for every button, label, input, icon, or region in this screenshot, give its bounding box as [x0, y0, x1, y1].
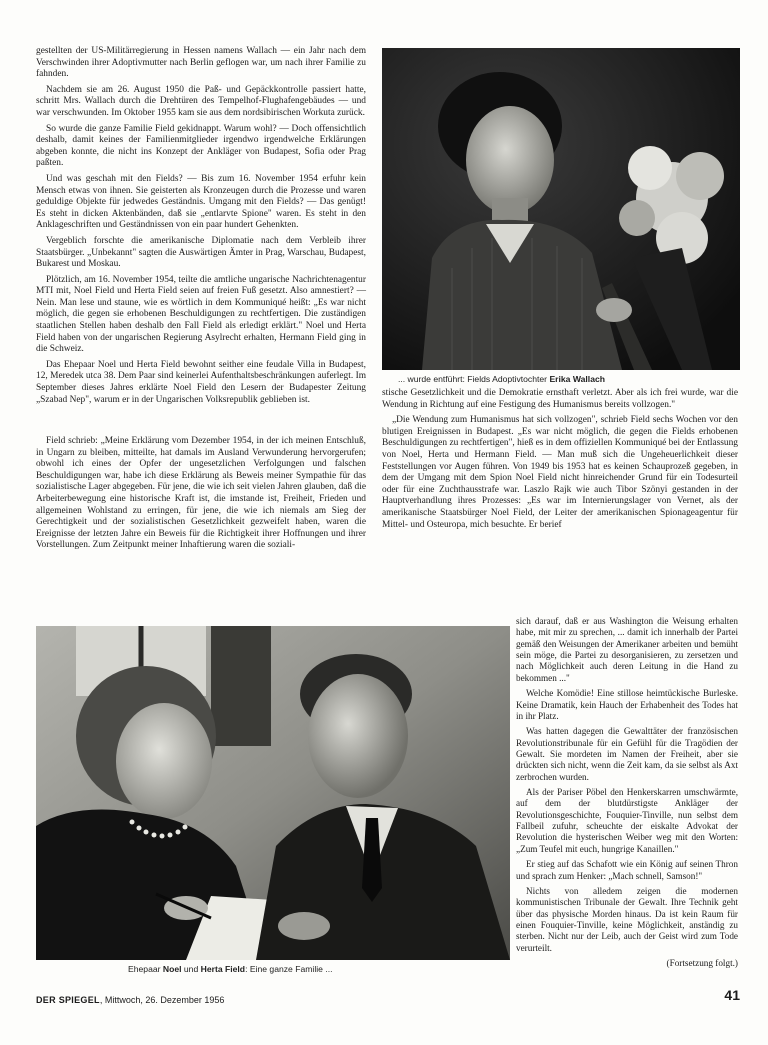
paragraph: Plötzlich, am 16. November 1954, teilte die amtliche ungarische Nachrichtenagentur MTI mit, Noel Field und Herta Field seien auf freien Fuß gesetzt. Also amnestiert? — Nein. Man lese und staune, wie es wörtlich in dem Kommuniqué heißt: „Es war nicht möglich, die gegen sie erhobenen Beschuldigungen zu rechtfertigen. Die zuständigen staatlichen Stellen haben deshalb den Fall Field als erledigt erklärt." Noel und Herta Field haben von der ungarischen Regierung Asylrecht erhalten, Hermann Field ging in die Schweiz.	[36, 274, 366, 355]
caption-name: Erika Wallach	[549, 374, 606, 384]
page-number: 41	[724, 987, 740, 1003]
paragraph: Als der Pariser Pöbel den Henkerskarren umschwärmte, auf dem der blutdürstigste Ankläger der Revolutionsgeschichte, Fouquier-Tinville, nun selbst dem Fallbeil zufuhr, scheuchte der eiskalte Advokat der Revolution die hysterischen Weiber weg mit den Worten: „Zum Teufel mit euch, hungrige Kanaillen."	[516, 787, 738, 854]
paragraph: Vergeblich forschte die amerikanische Diplomatie nach dem Verbleib ihrer Staatsbürger. „Unbekannt" sagten die Auswärtigen Ämter in Prag, Warschau, Budapest, Bukarest und Moskau.	[36, 235, 366, 270]
photo-erika-wallach-image	[382, 48, 740, 370]
column-right-narrow	[516, 616, 738, 970]
column-right-mid	[382, 388, 738, 616]
paragraph: Was hatten dagegen die Gewalttäter der französischen Revolutionstribunale für ein Gefühl für die Tragödien der Gewalt. Sie mordeten im Namen der Freiheit, aber sie drückten sich nicht, wenn die Zeit kam, da sie selbst als Axt zerbrochen wurden.	[516, 726, 738, 782]
photo-erika-wallach	[382, 48, 740, 370]
continuation-note: (Fortsetzung folgt.)	[666, 958, 738, 969]
paragraph: Er stieg auf das Schafott wie ein König auf seinen Thron und sprach zum Henker: „Mach schnell, Samson!"	[516, 859, 738, 881]
paragraph: gestellten der US-Militärregierung in Hessen namens Wallach — ein Jahr nach dem Verschwinden ihrer Adoptivmutter nach Berlin geflogen war, um nach ihrer Familie zu fahnden.	[36, 46, 366, 80]
paragraph: Das Ehepaar Noel und Herta Field bewohnt seither eine feudale Villa in Budapest, 12, Meredek utca 38. Dem Paar sind keinerlei Aufenthaltsbeschränkungen auferlegt. Im September dieses Jahres erklärte Noel Field den Lesern der Budapester Zeitung „Szabad Nep", warum er in der Ungarischen Volksrepublik geblieben ist.	[36, 359, 366, 405]
paragraph: stische Gesetzlichkeit und die Demokratie ernsthaft verletzt. Aber als ich frei wurde, war die Wendung in Richtung auf eine Festigung des Humanismus bereits vollzogen."	[382, 388, 738, 410]
caption-erika-wallach: ... wurde entführt: Fields Adoptivtochter Erika Wallach	[398, 374, 606, 384]
paragraph: sich darauf, daß er aus Washington die Weisung erhalten habe, mit mir zu sprechen, ... damit ich innerhalb der Partei gemäß den Weisungen der Amerikaner arbeiten und bemüht sein möge, die Partei zu desorganisieren, zu zersetzen und nach Möglichkeit auch deren Leitung in die Hand zu bekommen ..."	[516, 616, 738, 683]
caption-name: Noel	[162, 964, 182, 974]
page-footer	[36, 987, 740, 1006]
caption-noel-herta-field: Ehepaar Noel und Herta Field: Eine ganze Familie ...	[128, 964, 333, 974]
photo-noel-herta-field-image	[36, 626, 510, 960]
footer-date: , Mittwoch, 26. Dezember 1956	[99, 995, 225, 1005]
footer-magazine-name: DER SPIEGEL	[36, 995, 100, 1005]
paragraph: Nichts von alledem zeigen die modernen kommunistischen Tribunale der Gewalt. Ihre Technik geht über das physische Morden hinaus. Da ist kein Raum für einen Fouquier-Tinville, keine Möglichkeit, anständig zu sterben. Nicht nur der Leib, auch der Geist wird zum Tode verurteilt.	[516, 885, 738, 953]
paragraph: Welche Komödie! Eine stillose heimtückische Burleske. Keine Dramatik, kein Hauch der Erhabenheit des Todes hat in ihr Platz.	[516, 688, 738, 721]
column-left-mid	[36, 436, 366, 618]
paragraph: Field schrieb: „Meine Erklärung vom Dezember 1954, in der ich meinen Entschluß, in Ungarn zu bleiben, mitteilte, hat damals im Ausland Verwunderung hervorgerufen; obwohl ich eines der Opfer der ungesetzlichen Verfolgungen und falschen Beschuldigungen war, habe ich diese Erklärung als Beweis meiner Sympathie für das sozialistische Lager abgegeben. Für jene, die wie ich seit vielen Jahren glauben, daß die Arbeiterbewegung eine historische Kraft ist, die imstande ist, Freiheit, Frieden und allgemeinen Wohlstand zu erringen, für jene, die wie ich niemals am Sieg der Gerechtigkeit und der sozialistischen Gesetzlichkeit gezweifelt haben, waren die Ereignisse der letzten Jahre ein Beweis für die Richtigkeit ihrer Hoffnungen und ihrer Vorstellungen. Zum Zeitpunkt meiner Inhaftierung waren die soziali-	[36, 436, 366, 551]
paragraph: Und was geschah mit den Fields? — Bis zum 16. November 1954 erfuhr kein Mensch etwas von ihnen. Sie geisterten als Kronzeugen durch die Prozesse und waren geduldige Objekte für jedwedes Geständnis. Umgang mit den Fields? — Das genügt! Es steht in dicken Aktenbänden, daß sie „entlarvte Spione" waren. Es steht in den Anklageschriften und Geständnissen von ein paar hundert Gehenkten.	[36, 173, 366, 231]
photo-noel-herta-field	[36, 626, 510, 960]
paragraph: Nachdem sie am 26. August 1950 die Paß- und Gepäckkontrolle passiert hatte, schritt Mrs. Wallach durch die Drehtüren des Tempelhof-Flughafengebäudes — und war verschwunden. Im Oktober 1955 kam sie aus dem nordsibirischen Workuta zurück.	[36, 84, 366, 118]
caption-name: Herta Field	[200, 964, 246, 974]
paragraph: „Die Wendung zum Humanismus hat sich vollzogen", schrieb Field sechs Wochen vor den blutigen Ereignissen in Budapest. „Es war nicht möglich, die gegen die Fields erhobenen Beschuldigungen zu rechtfertigen", hieß es in dem offiziellen Kommuniqué bei der Entlassung von Noel, Herta und Hermann Field. — Man muß sich die Ungeheuerlichkeit dieser Feststellungen vor Augen führen. Von 1949 bis 1953 hat es keinen Schauprozeß gegeben, in dem der Umgang mit dem Spion Noel Field nicht hinreichender Grund für ein Todesurteil oder für eine Zuchthausstrafe war. Laszlo Rajk wie auch Tibor Szönyi gestanden in der Hauptverhandlung ihres Prozesses: „Es war im Internierungslager von Vernet, als der amerikanische Staatsbürger Noel Field, der Leiter der amerikanischen Spionageagentur für Mittel- und Osteuropa, mich besuchte. Er berief	[382, 415, 738, 530]
paragraph: So wurde die ganze Familie Field gekidnappt. Warum wohl? — Doch offensichtlich deshalb, damit keines der Familienmitglieder irgendwo irgendwelche Erklärungen abgeben konnte, die nicht ins Konzept der Ankläger von Budapest, Sofia oder Prag paßten.	[36, 123, 366, 169]
